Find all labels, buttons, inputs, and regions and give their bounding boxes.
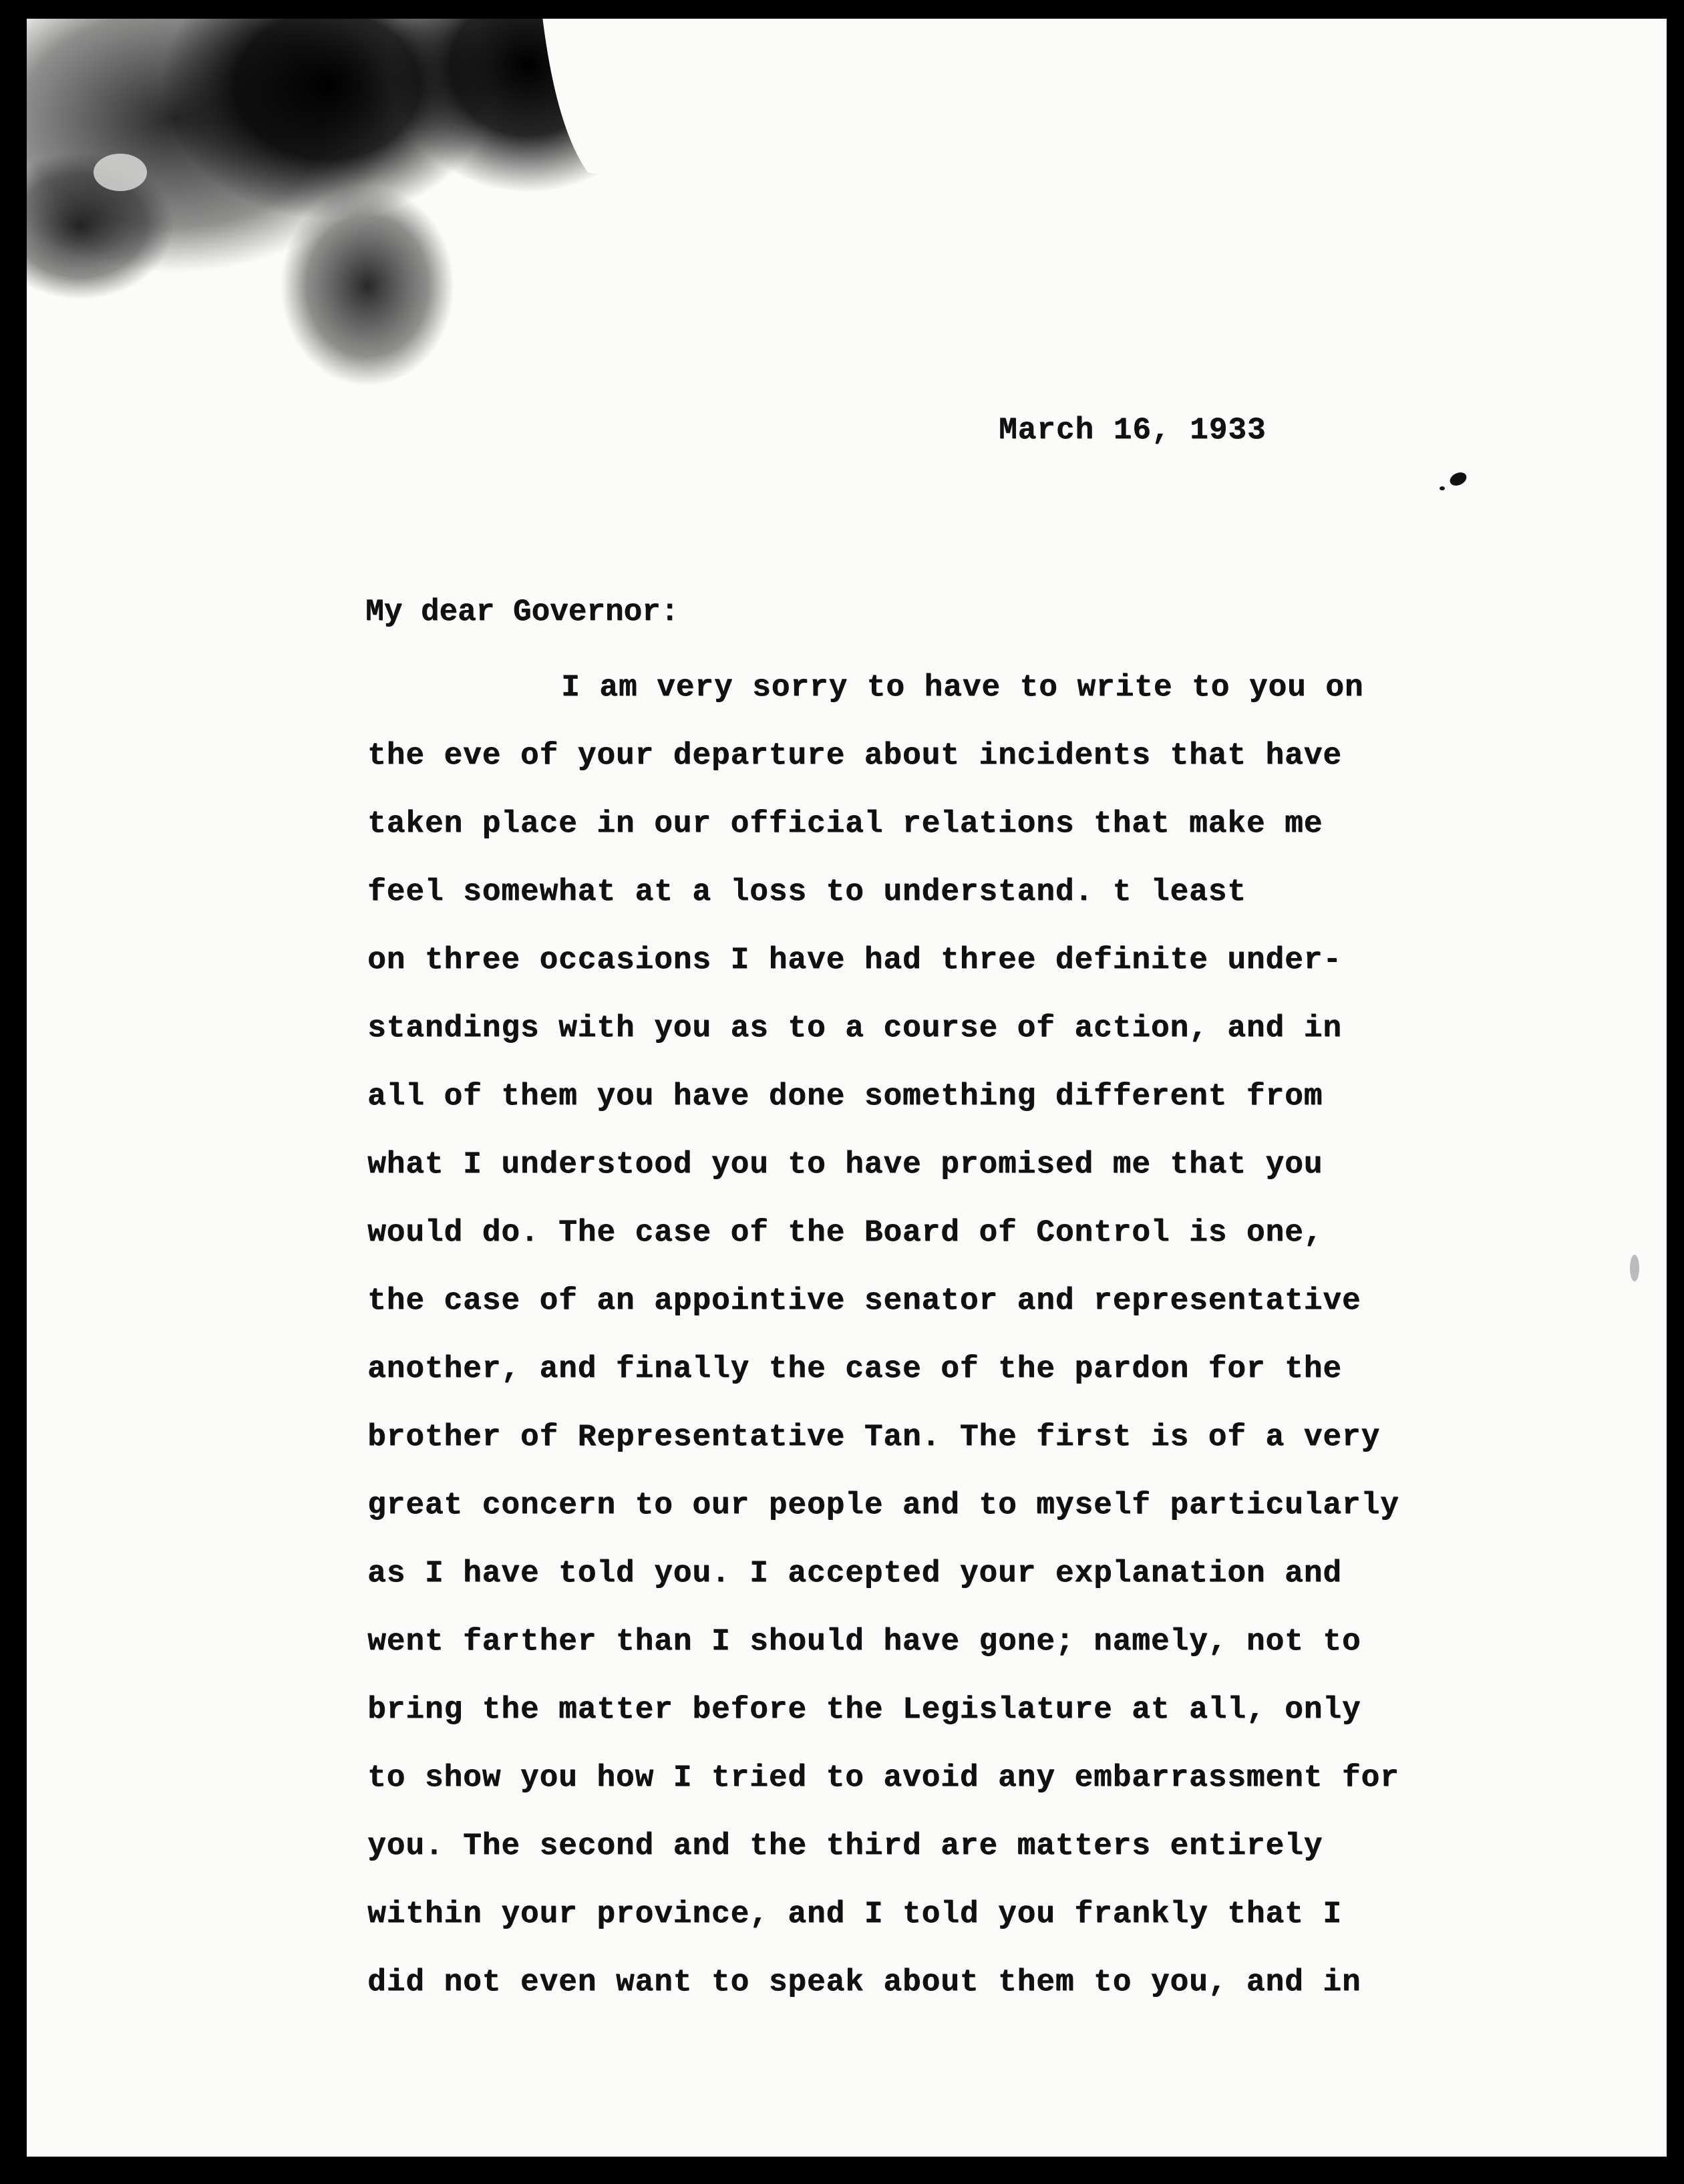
letter-page — [27, 19, 1667, 2157]
salutation: My dear Governor: — [365, 595, 679, 629]
body-line: standings with you as to a course of action, and in — [367, 1011, 1342, 1046]
body-line: great concern to our people and to myself particularly — [367, 1488, 1399, 1523]
ink-speck — [1440, 486, 1445, 490]
body-line: on three occasions I have had three definite under- — [367, 943, 1342, 977]
body-line: feel somewhat at a loss to understand. t least — [367, 875, 1246, 909]
body-line: went farther than I should have gone; namely, not to — [367, 1624, 1361, 1659]
letter-date: March 16, 1933 — [999, 413, 1267, 448]
edge-mark — [1630, 1255, 1639, 1281]
body-line: taken place in our official relations that make me — [367, 806, 1323, 841]
body-line: the eve of your departure about incidents that have — [367, 738, 1342, 773]
body-line: another, and finally the case of the pardon for the — [367, 1352, 1342, 1386]
body-line: the case of an appointive senator and representative — [367, 1283, 1361, 1318]
body-line: as I have told you. I accepted your explanation and — [367, 1556, 1342, 1591]
body-line: within your province, and I told you frankly that I — [367, 1897, 1342, 1931]
body-line: to show you how I tried to avoid any embarrassment for — [367, 1760, 1399, 1795]
body-line: I am very sorry to have to write to you on — [561, 670, 1364, 705]
body-line: all of them you have done something different from — [367, 1079, 1323, 1114]
body-line: did not even want to speak about them to you, and in — [367, 1965, 1361, 2000]
body-line: brother of Representative Tan. The first is of a very — [367, 1420, 1381, 1454]
body-line: would do. The case of the Board of Control is one, — [367, 1215, 1323, 1250]
letter-body — [367, 653, 1536, 2016]
body-line: bring the matter before the Legislature at all, only — [367, 1692, 1361, 1727]
body-line: you. The second and the third are matters entirely — [367, 1829, 1323, 1863]
ink-stain — [27, 19, 675, 433]
body-line: what I understood you to have promised me that you — [367, 1147, 1323, 1182]
ink-speck — [1448, 470, 1468, 488]
